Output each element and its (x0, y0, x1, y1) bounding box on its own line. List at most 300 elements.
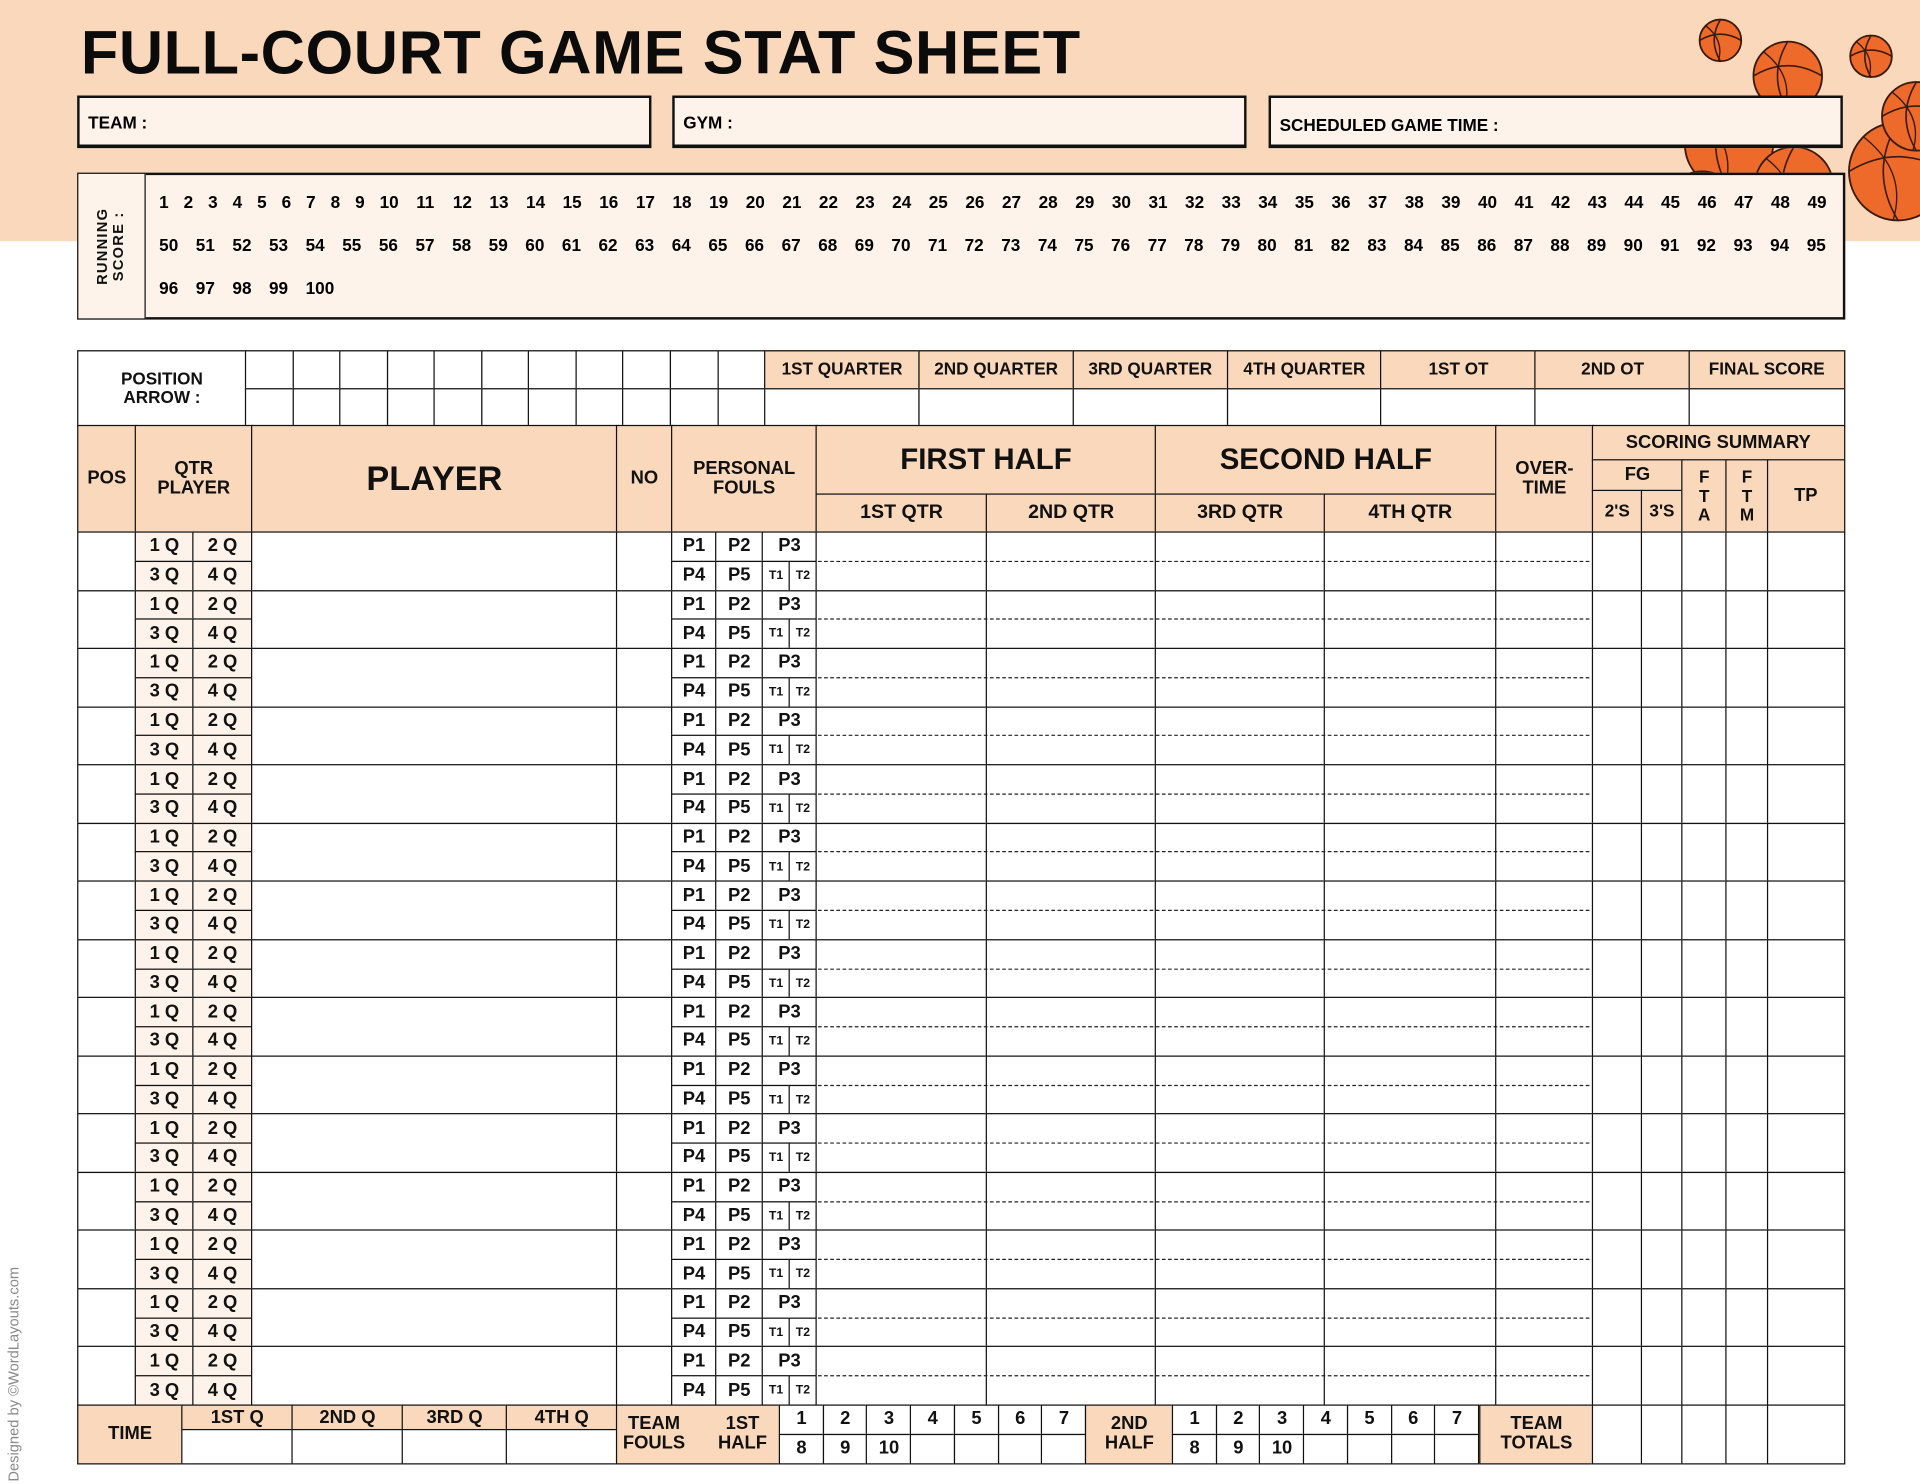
first-half-foul-cell[interactable]: 4 (910, 1404, 956, 1435)
running-score-number[interactable]: 53 (269, 235, 289, 255)
foul-p5[interactable]: P5 (715, 968, 763, 999)
qtr-3q[interactable]: 3 Q (135, 1084, 194, 1115)
foul-p3[interactable]: P3 (762, 822, 818, 853)
running-score-number[interactable]: 48 (1770, 192, 1790, 212)
pos-cell[interactable] (77, 939, 136, 999)
stat-cell-fta[interactable] (1681, 531, 1727, 591)
stat-cell-3s[interactable] (1641, 1288, 1683, 1348)
foul-t2[interactable]: T2 (789, 561, 818, 592)
running-score-number[interactable]: 62 (598, 235, 618, 255)
foul-p2[interactable]: P2 (715, 1288, 763, 1319)
running-score-number[interactable]: 16 (599, 192, 619, 212)
period-score-cell[interactable] (1226, 388, 1382, 427)
stat-cell-3s[interactable] (1641, 822, 1683, 882)
stat-cell-fta[interactable] (1681, 1230, 1727, 1290)
second-half-foul-cell[interactable] (1347, 1433, 1393, 1464)
foul-p3[interactable]: P3 (762, 1288, 818, 1319)
second-half-foul-cell[interactable]: 5 (1347, 1404, 1393, 1435)
foul-p4[interactable]: P4 (671, 1143, 717, 1174)
running-score-number[interactable]: 78 (1184, 235, 1204, 255)
foul-p2[interactable]: P2 (715, 706, 763, 737)
foul-t1[interactable]: T1 (762, 735, 791, 766)
running-score-number[interactable]: 45 (1661, 192, 1681, 212)
stat-cell-fta[interactable] (1681, 881, 1727, 941)
foul-p3[interactable]: P3 (762, 706, 818, 737)
player-number-cell[interactable] (616, 939, 673, 999)
gym-field[interactable]: GYM : (672, 96, 1246, 149)
running-score-number[interactable]: 30 (1111, 192, 1131, 212)
qtr-2q[interactable]: 2 Q (192, 706, 253, 737)
stat-cell-3s[interactable] (1641, 1346, 1683, 1406)
pos-cell[interactable] (77, 1346, 136, 1406)
pos-cell[interactable] (77, 881, 136, 941)
footer-time-cell[interactable] (291, 1429, 403, 1464)
stat-cell-tp[interactable] (1767, 822, 1845, 882)
qtr-3q[interactable]: 3 Q (135, 677, 194, 708)
first-half-foul-cell[interactable]: 1 (779, 1404, 825, 1435)
team-total-cell[interactable] (1725, 1404, 1768, 1463)
arrow-cell[interactable] (670, 350, 719, 389)
stat-cell-ftm[interactable] (1725, 706, 1768, 766)
arrow-cell[interactable] (386, 388, 435, 427)
foul-p3[interactable]: P3 (762, 1230, 818, 1261)
running-score-number[interactable]: 23 (855, 192, 875, 212)
stat-cell-tp[interactable] (1767, 648, 1845, 708)
stat-cell-3s[interactable] (1641, 1230, 1683, 1290)
running-score-number[interactable]: 39 (1441, 192, 1461, 212)
arrow-cell[interactable] (670, 388, 719, 427)
stat-cell-ftm[interactable] (1725, 1288, 1768, 1348)
running-score-number[interactable]: 51 (195, 235, 215, 255)
running-score-number[interactable]: 9 (355, 192, 365, 212)
running-score-number[interactable]: 26 (965, 192, 985, 212)
first-half-foul-cell[interactable]: 8 (779, 1433, 825, 1464)
player-number-cell[interactable] (616, 531, 673, 591)
running-score-number[interactable]: 3 (208, 192, 218, 212)
running-score-number[interactable]: 75 (1074, 235, 1094, 255)
running-score-number[interactable]: 40 (1477, 192, 1498, 212)
foul-t1[interactable]: T1 (762, 1317, 791, 1348)
qtr-3q[interactable]: 3 Q (135, 1259, 194, 1290)
foul-p4[interactable]: P4 (671, 1026, 717, 1057)
stat-cell-2s[interactable] (1592, 822, 1643, 882)
foul-p2[interactable]: P2 (715, 531, 763, 562)
qtr-2q[interactable]: 2 Q (192, 764, 253, 795)
running-score-number[interactable]: 49 (1807, 192, 1827, 212)
foul-p4[interactable]: P4 (671, 561, 717, 592)
qtr-1q[interactable]: 1 Q (135, 1230, 194, 1261)
running-score-number[interactable]: 81 (1294, 235, 1314, 255)
qtr-1q[interactable]: 1 Q (135, 764, 194, 795)
stat-cell-tp[interactable] (1767, 531, 1845, 591)
running-score-number[interactable]: 92 (1696, 235, 1716, 255)
foul-p3[interactable]: P3 (762, 1346, 818, 1377)
arrow-cell[interactable] (717, 350, 766, 389)
qtr-1q[interactable]: 1 Q (135, 1346, 194, 1377)
foul-p3[interactable]: P3 (762, 1172, 818, 1203)
period-score-cell[interactable] (1072, 388, 1228, 427)
running-score-number[interactable]: 46 (1697, 192, 1717, 212)
stat-cell-ftm[interactable] (1725, 997, 1768, 1057)
running-score-number[interactable]: 97 (195, 277, 215, 298)
qtr-4q[interactable]: 4 Q (192, 852, 253, 883)
running-score-number[interactable]: 52 (232, 235, 252, 255)
first-half-foul-cell[interactable]: 5 (954, 1404, 1000, 1435)
stat-cell-3s[interactable] (1641, 939, 1683, 999)
foul-p4[interactable]: P4 (671, 968, 717, 999)
running-score-number[interactable]: 28 (1038, 192, 1058, 212)
foul-p1[interactable]: P1 (671, 648, 717, 679)
stat-cell-fta[interactable] (1681, 1288, 1727, 1348)
foul-t1[interactable]: T1 (762, 1143, 791, 1174)
stat-cell-ftm[interactable] (1725, 822, 1768, 882)
team-total-cell[interactable] (1592, 1404, 1643, 1463)
qtr-3q[interactable]: 3 Q (135, 1026, 194, 1057)
running-score-number[interactable]: 27 (1001, 192, 1022, 212)
stat-cell-3s[interactable] (1641, 1055, 1683, 1115)
pos-cell[interactable] (77, 997, 136, 1057)
pos-cell[interactable] (77, 531, 136, 591)
foul-p1[interactable]: P1 (671, 1288, 717, 1319)
stat-cell-2s[interactable] (1592, 939, 1643, 999)
pos-cell[interactable] (77, 1055, 136, 1115)
running-score-number[interactable]: 55 (342, 235, 362, 255)
running-score-number[interactable]: 37 (1368, 192, 1388, 212)
running-score-number[interactable]: 83 (1367, 235, 1387, 255)
period-score-cell[interactable] (1689, 388, 1845, 427)
foul-p4[interactable]: P4 (671, 793, 717, 824)
stat-cell-2s[interactable] (1592, 648, 1643, 708)
qtr-2q[interactable]: 2 Q (192, 939, 253, 970)
running-score-number[interactable]: 18 (672, 192, 692, 212)
stat-cell-ftm[interactable] (1725, 1172, 1768, 1232)
running-score-number[interactable]: 93 (1733, 235, 1753, 255)
foul-p1[interactable]: P1 (671, 939, 717, 970)
running-score-number[interactable]: 58 (452, 235, 472, 255)
stat-cell-2s[interactable] (1592, 764, 1643, 824)
qtr-4q[interactable]: 4 Q (192, 968, 253, 999)
qtr-3q[interactable]: 3 Q (135, 1317, 194, 1348)
stat-cell-tp[interactable] (1767, 939, 1845, 999)
running-score-number[interactable]: 1 (159, 192, 169, 212)
stat-cell-2s[interactable] (1592, 1055, 1643, 1115)
stat-cell-2s[interactable] (1592, 997, 1643, 1057)
running-score-number[interactable]: 84 (1403, 235, 1424, 255)
player-number-cell[interactable] (616, 1230, 673, 1290)
qtr-2q[interactable]: 2 Q (192, 1055, 253, 1086)
qtr-2q[interactable]: 2 Q (192, 997, 253, 1028)
player-number-cell[interactable] (616, 706, 673, 766)
running-score-number[interactable]: 20 (745, 192, 765, 212)
pos-cell[interactable] (77, 1288, 136, 1348)
running-score-number[interactable]: 33 (1221, 192, 1241, 212)
qtr-2q[interactable]: 2 Q (192, 1113, 253, 1144)
period-score-cell[interactable] (918, 388, 1074, 427)
foul-p4[interactable]: P4 (671, 619, 717, 650)
arrow-cell[interactable] (292, 350, 341, 389)
foul-t1[interactable]: T1 (762, 793, 791, 824)
pos-cell[interactable] (77, 648, 136, 708)
foul-t2[interactable]: T2 (789, 1259, 818, 1290)
foul-p1[interactable]: P1 (671, 1113, 717, 1144)
stat-cell-3s[interactable] (1641, 706, 1683, 766)
second-half-foul-cell[interactable]: 1 (1172, 1404, 1218, 1435)
foul-p3[interactable]: P3 (762, 997, 818, 1028)
running-score-number[interactable]: 66 (744, 235, 765, 255)
player-name-cell[interactable] (251, 1288, 618, 1348)
foul-p1[interactable]: P1 (671, 1055, 717, 1086)
first-half-foul-cell[interactable]: 6 (997, 1404, 1043, 1435)
foul-p1[interactable]: P1 (671, 764, 717, 795)
stat-cell-2s[interactable] (1592, 1113, 1643, 1173)
running-score-number[interactable]: 88 (1550, 235, 1570, 255)
qtr-1q[interactable]: 1 Q (135, 822, 194, 853)
player-name-cell[interactable] (251, 764, 618, 824)
player-name-cell[interactable] (251, 881, 618, 941)
foul-p5[interactable]: P5 (715, 1026, 763, 1057)
arrow-cell[interactable] (434, 350, 483, 389)
stat-cell-fta[interactable] (1681, 764, 1727, 824)
qtr-1q[interactable]: 1 Q (135, 531, 194, 562)
foul-t2[interactable]: T2 (789, 852, 818, 883)
period-score-cell[interactable] (1381, 388, 1537, 427)
foul-p4[interactable]: P4 (671, 1201, 717, 1232)
qtr-1q[interactable]: 1 Q (135, 648, 194, 679)
first-half-foul-cell[interactable] (910, 1433, 956, 1464)
running-score-number[interactable]: 19 (709, 192, 729, 212)
qtr-4q[interactable]: 4 Q (192, 1143, 253, 1174)
foul-p5[interactable]: P5 (715, 793, 763, 824)
foul-p1[interactable]: P1 (671, 997, 717, 1028)
second-half-foul-cell[interactable]: 4 (1303, 1404, 1349, 1435)
stat-cell-ftm[interactable] (1725, 764, 1768, 824)
player-number-cell[interactable] (616, 1172, 673, 1232)
pos-cell[interactable] (77, 1230, 136, 1290)
stat-cell-fta[interactable] (1681, 706, 1727, 766)
foul-p2[interactable]: P2 (715, 881, 763, 912)
first-half-foul-cell[interactable]: 2 (822, 1404, 868, 1435)
running-score-number[interactable]: 91 (1660, 235, 1680, 255)
foul-p4[interactable]: P4 (671, 1259, 717, 1290)
stat-cell-2s[interactable] (1592, 1288, 1643, 1348)
foul-t2[interactable]: T2 (789, 735, 818, 766)
arrow-cell[interactable] (292, 388, 341, 427)
running-score-number[interactable]: 77 (1147, 235, 1167, 255)
foul-t2[interactable]: T2 (789, 677, 818, 708)
foul-t1[interactable]: T1 (762, 852, 791, 883)
arrow-cell[interactable] (528, 388, 577, 427)
foul-p4[interactable]: P4 (671, 735, 717, 766)
qtr-4q[interactable]: 4 Q (192, 735, 253, 766)
qtr-2q[interactable]: 2 Q (192, 822, 253, 853)
arrow-cell[interactable] (386, 350, 435, 389)
running-score-number[interactable]: 70 (891, 235, 911, 255)
foul-p5[interactable]: P5 (715, 1201, 763, 1232)
player-number-cell[interactable] (616, 1113, 673, 1173)
foul-p5[interactable]: P5 (715, 677, 763, 708)
first-half-foul-cell[interactable]: 7 (1041, 1404, 1087, 1435)
stat-cell-fta[interactable] (1681, 648, 1727, 708)
period-score-cell[interactable] (764, 388, 920, 427)
arrow-cell[interactable] (623, 350, 672, 389)
stat-cell-2s[interactable] (1592, 1172, 1643, 1232)
player-number-cell[interactable] (616, 1288, 673, 1348)
foul-t1[interactable]: T1 (762, 968, 791, 999)
running-score-number[interactable]: 80 (1257, 235, 1277, 255)
qtr-3q[interactable]: 3 Q (135, 910, 194, 941)
pos-cell[interactable] (77, 590, 136, 650)
stat-cell-3s[interactable] (1641, 531, 1683, 591)
running-score-number[interactable]: 100 (305, 277, 335, 298)
foul-p2[interactable]: P2 (715, 822, 763, 853)
stat-cell-tp[interactable] (1767, 1172, 1845, 1232)
first-half-foul-cell[interactable] (1041, 1433, 1087, 1464)
foul-p4[interactable]: P4 (671, 1084, 717, 1115)
foul-p2[interactable]: P2 (715, 1055, 763, 1086)
second-half-foul-cell[interactable]: 7 (1434, 1404, 1480, 1435)
arrow-cell[interactable] (717, 388, 766, 427)
qtr-3q[interactable]: 3 Q (135, 1143, 194, 1174)
arrow-cell[interactable] (339, 350, 388, 389)
stat-cell-2s[interactable] (1592, 1230, 1643, 1290)
foul-p1[interactable]: P1 (671, 822, 717, 853)
qtr-1q[interactable]: 1 Q (135, 590, 194, 621)
qtr-1q[interactable]: 1 Q (135, 939, 194, 970)
foul-p4[interactable]: P4 (671, 677, 717, 708)
running-score-number[interactable]: 10 (379, 192, 399, 212)
foul-p3[interactable]: P3 (762, 1113, 818, 1144)
running-score-number[interactable]: 34 (1258, 192, 1278, 212)
qtr-4q[interactable]: 4 Q (192, 1026, 253, 1057)
qtr-1q[interactable]: 1 Q (135, 706, 194, 737)
foul-p5[interactable]: P5 (715, 1375, 763, 1406)
foul-t2[interactable]: T2 (789, 1375, 818, 1406)
running-score-number[interactable]: 42 (1551, 192, 1571, 212)
foul-p1[interactable]: P1 (671, 590, 717, 621)
player-number-cell[interactable] (616, 822, 673, 882)
qtr-2q[interactable]: 2 Q (192, 590, 253, 621)
stat-cell-3s[interactable] (1641, 648, 1683, 708)
running-score-number[interactable]: 13 (489, 192, 509, 212)
running-score-number[interactable]: 25 (928, 192, 948, 212)
player-number-cell[interactable] (616, 648, 673, 708)
stat-cell-ftm[interactable] (1725, 1230, 1768, 1290)
second-half-foul-cell[interactable]: 3 (1259, 1404, 1305, 1435)
qtr-2q[interactable]: 2 Q (192, 1230, 253, 1261)
stat-cell-2s[interactable] (1592, 706, 1643, 766)
foul-t1[interactable]: T1 (762, 677, 791, 708)
player-name-cell[interactable] (251, 822, 618, 882)
second-half-foul-cell[interactable] (1390, 1433, 1436, 1464)
running-score-number[interactable]: 63 (635, 235, 655, 255)
qtr-3q[interactable]: 3 Q (135, 968, 194, 999)
foul-t1[interactable]: T1 (762, 561, 791, 592)
qtr-4q[interactable]: 4 Q (192, 910, 253, 941)
running-score-number[interactable]: 86 (1477, 235, 1497, 255)
second-half-foul-cell[interactable] (1434, 1433, 1480, 1464)
stat-cell-3s[interactable] (1641, 881, 1683, 941)
foul-t1[interactable]: T1 (762, 1259, 791, 1290)
running-score-number[interactable]: 59 (488, 235, 508, 255)
foul-p3[interactable]: P3 (762, 531, 818, 562)
stat-cell-fta[interactable] (1681, 939, 1727, 999)
running-score-number[interactable]: 2 (183, 192, 194, 212)
stat-cell-ftm[interactable] (1725, 531, 1768, 591)
arrow-cell[interactable] (575, 350, 624, 389)
foul-t2[interactable]: T2 (789, 968, 818, 999)
stat-cell-3s[interactable] (1641, 1113, 1683, 1173)
running-score-number[interactable]: 54 (305, 235, 325, 255)
qtr-1q[interactable]: 1 Q (135, 1172, 194, 1203)
foul-t2[interactable]: T2 (789, 1201, 818, 1232)
qtr-3q[interactable]: 3 Q (135, 793, 194, 824)
running-score-number[interactable]: 64 (671, 235, 691, 255)
stat-cell-2s[interactable] (1592, 590, 1643, 650)
foul-p1[interactable]: P1 (671, 1230, 717, 1261)
foul-p2[interactable]: P2 (715, 648, 763, 679)
scheduled-time-field[interactable]: SCHEDULED GAME TIME : (1269, 96, 1843, 149)
player-name-cell[interactable] (251, 1230, 618, 1290)
foul-p1[interactable]: P1 (671, 1172, 717, 1203)
stat-cell-tp[interactable] (1767, 997, 1845, 1057)
qtr-3q[interactable]: 3 Q (135, 619, 194, 650)
foul-p1[interactable]: P1 (671, 531, 717, 562)
running-score-number[interactable]: 87 (1513, 235, 1533, 255)
player-name-cell[interactable] (251, 997, 618, 1057)
team-total-cell[interactable] (1681, 1404, 1727, 1463)
arrow-cell[interactable] (481, 388, 530, 427)
running-score-number[interactable]: 5 (257, 192, 267, 212)
running-score-number[interactable]: 38 (1404, 192, 1424, 212)
running-score-number[interactable]: 31 (1148, 192, 1168, 212)
player-number-cell[interactable] (616, 1055, 673, 1115)
player-name-cell[interactable] (251, 590, 618, 650)
stat-cell-fta[interactable] (1681, 1113, 1727, 1173)
stat-cell-tp[interactable] (1767, 1113, 1845, 1173)
player-name-cell[interactable] (251, 939, 618, 999)
running-score-number[interactable]: 35 (1294, 192, 1314, 212)
arrow-cell[interactable] (575, 388, 624, 427)
qtr-1q[interactable]: 1 Q (135, 881, 194, 912)
foul-p5[interactable]: P5 (715, 561, 763, 592)
qtr-3q[interactable]: 3 Q (135, 852, 194, 883)
stat-cell-tp[interactable] (1767, 1346, 1845, 1406)
second-half-foul-cell[interactable]: 9 (1216, 1433, 1262, 1464)
running-score-number[interactable]: 74 (1037, 235, 1057, 255)
foul-p3[interactable]: P3 (762, 881, 818, 912)
footer-time-cell[interactable] (402, 1429, 508, 1464)
arrow-cell[interactable] (339, 388, 388, 427)
running-score-number[interactable]: 71 (928, 235, 948, 255)
second-half-foul-cell[interactable]: 2 (1216, 1404, 1262, 1435)
stat-cell-2s[interactable] (1592, 881, 1643, 941)
qtr-3q[interactable]: 3 Q (135, 1375, 194, 1406)
qtr-2q[interactable]: 2 Q (192, 1346, 253, 1377)
running-score-number[interactable]: 73 (1001, 235, 1021, 255)
foul-t1[interactable]: T1 (762, 910, 791, 941)
running-score-number[interactable]: 85 (1440, 235, 1460, 255)
running-score-number[interactable]: 99 (269, 277, 289, 298)
player-name-cell[interactable] (251, 1172, 618, 1232)
running-score-number[interactable]: 50 (159, 235, 179, 255)
qtr-2q[interactable]: 2 Q (192, 648, 253, 679)
foul-p5[interactable]: P5 (715, 1084, 763, 1115)
foul-t2[interactable]: T2 (789, 619, 818, 650)
stat-cell-fta[interactable] (1681, 1055, 1727, 1115)
pos-cell[interactable] (77, 764, 136, 824)
qtr-4q[interactable]: 4 Q (192, 1084, 253, 1115)
arrow-cell[interactable] (623, 388, 672, 427)
